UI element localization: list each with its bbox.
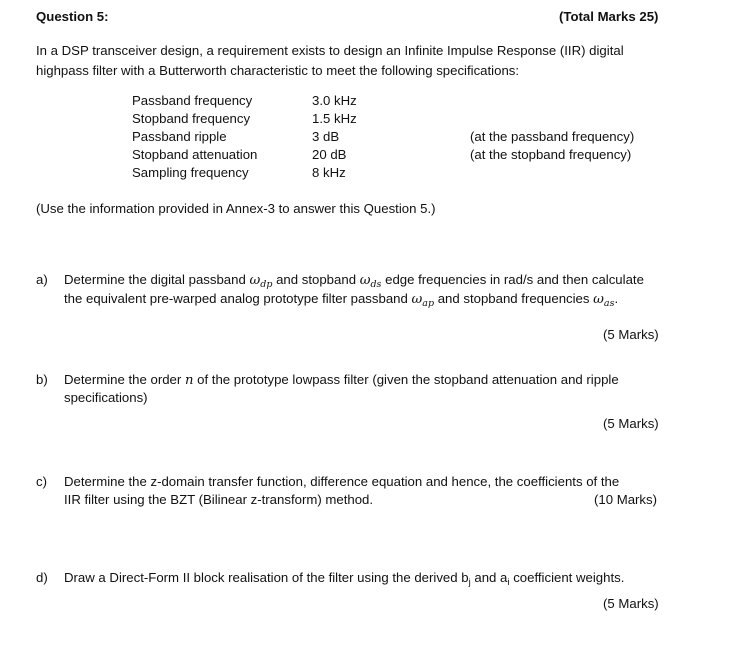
part-d-line-1: [64, 569, 625, 589]
part-b-text: of the prototype lowpass filter (given the stopband attenuation and ripple: [197, 372, 619, 387]
part-d-text: Draw a Direct-Form II block realisation of the filter using the derived b: [64, 570, 469, 585]
spec-value: 20 dB: [312, 147, 347, 162]
question-title: Question 5:: [36, 9, 109, 24]
annex-note: (Use the information provided in Annex-3 to answer this Question 5.): [36, 201, 436, 216]
n-symbol: n: [184, 373, 194, 388]
omega-ap-symbol: $\omega_{ap}$: [411, 292, 435, 310]
intro-line-2: highpass filter with a Butterworth characteristic to meet the following specifications:: [36, 63, 520, 78]
part-a-text: and stopband frequencies: [437, 291, 590, 306]
total-marks: (Total Marks 25): [559, 9, 659, 24]
spec-label: Stopband frequency: [132, 111, 251, 126]
intro-line-1: In a DSP transceiver design, a requirement exists to design an Infinite Impulse Response (IIR) digital: [36, 43, 624, 58]
omega-dp-symbol: $\omega_{dp}$: [249, 273, 273, 291]
spec-value: 3 dB: [312, 129, 340, 144]
part-b-letter: b): [36, 372, 48, 387]
spec-label: Stopband attenuation: [132, 147, 258, 162]
part-a-line-1: [64, 271, 644, 289]
part-d-marks: (5 Marks): [603, 596, 659, 611]
part-c-line-2: IIR filter using the BZT (Bilinear z-transform) method.: [64, 492, 374, 507]
spec-note: (at the passband frequency): [470, 129, 635, 144]
b-subscript: j: [468, 577, 471, 589]
part-d-text: and a: [474, 570, 508, 585]
spec-note: (at the stopband frequency): [470, 147, 632, 162]
part-b-text: Determine the order: [64, 372, 182, 387]
spec-label: Sampling frequency: [132, 165, 249, 180]
spec-label: Passband ripple: [132, 129, 227, 144]
omega-ds-symbol: $\omega_{ds}$: [359, 273, 382, 291]
part-a-letter: a): [36, 272, 48, 287]
part-a-text: and stopband: [276, 272, 357, 287]
spec-value: 8 kHz: [312, 165, 346, 180]
part-d-letter: d): [36, 570, 48, 585]
part-a-text: Determine the digital passband: [64, 272, 246, 287]
spec-value: 3.0 kHz: [312, 93, 357, 108]
spec-label: Passband frequency: [132, 93, 253, 108]
part-a-text: edge frequencies in rad/s and then calculate: [385, 272, 644, 287]
part-c-letter: c): [36, 474, 47, 489]
a-subscript: i: [507, 577, 510, 589]
part-b-line-1: [64, 371, 619, 389]
part-a-text: the equivalent pre-warped analog prototype filter passband: [64, 291, 408, 306]
part-a-marks: (5 Marks): [603, 327, 659, 342]
spec-value: 1.5 kHz: [312, 111, 357, 126]
part-c-line-1: Determine the z-domain transfer function, difference equation and hence, the coefficients of the: [64, 474, 620, 489]
part-c-marks: (10 Marks): [594, 492, 658, 507]
part-a-line-2: the equivalent pre-warped analog prototype filter passband $\omega_{ap}$ and stopband frequencies $\omega_{as}$.: [64, 291, 619, 310]
omega-as-symbol: $\omega_{as}$: [593, 292, 615, 310]
part-d-text: coefficient weights.: [513, 570, 625, 585]
part-b-line-2: specifications): [64, 390, 148, 405]
part-b-marks: (5 Marks): [603, 416, 659, 431]
